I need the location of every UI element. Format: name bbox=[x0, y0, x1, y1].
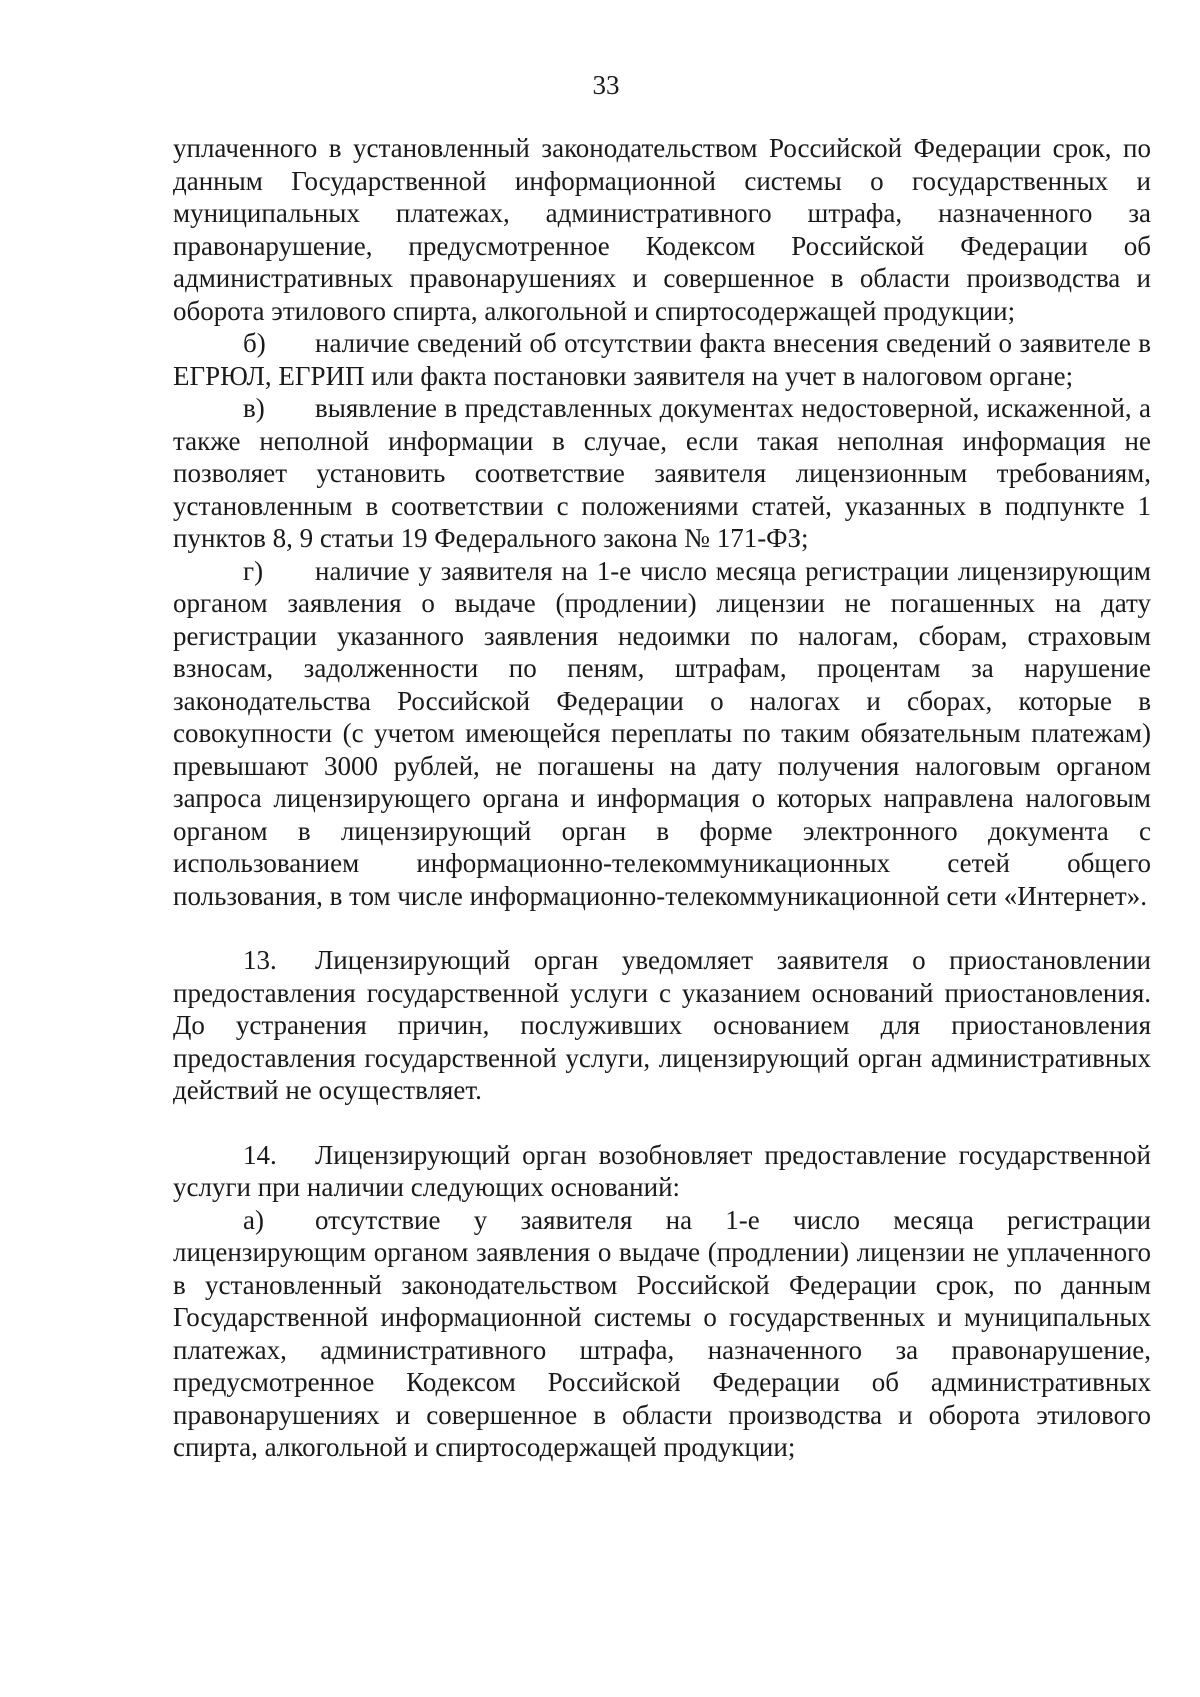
paragraph-text: наличие сведений об отсутствии факта внесения сведений о заявителе в ЕГРЮЛ, ЕГРИП или факта постановки заявителя на учет в налоговом органе; bbox=[173, 328, 1151, 391]
paragraph-text: отсутствие у заявителя на 1-е число месяца регистрации лицензирующим органом заявления о выдаче (продлении) лицензии не уплаченного в установленный законодательством Российской Федерации срок, по данным Государственной информационной системы о государственных и муниципальных платежах, административного штрафа, назначенного за правонарушение, предусмотренное Кодексом Российской Федерации об административных правонарушениях и совершенное в области производства и оборота этилового спирта, алкогольной и спиртосодержащей продукции; bbox=[173, 1204, 1151, 1462]
item-marker: а) bbox=[243, 1204, 264, 1235]
paragraph-section-13 bbox=[173, 944, 1151, 1107]
section-number: 14. bbox=[243, 1139, 277, 1170]
paragraph-item-g bbox=[173, 555, 1151, 913]
document-body bbox=[173, 132, 1151, 1464]
item-marker: г) bbox=[243, 555, 264, 586]
paragraph-item-b bbox=[173, 327, 1151, 392]
section-number: 13. bbox=[243, 945, 277, 975]
paragraph-text: наличие у заявителя на 1-е число месяца регистрации лицензирующим органом заявления о выдаче (продлении) лицензии не погашенных на дату регистрации указанного заявления недоимки по налогам, сборам, страховым взносам, задолженности по пеням, штрафам, процентам за нарушение законодательства Российской Федерации о налогах и сборах, которые в совокупности (с учетом имеющейся переплаты по таким обязательным платежам) превышают 3000 рублей, не погашены на дату получения налоговым органом запроса лицензирующего органа и информация о которых направлена налоговым органом в лицензирующий орган в форме электронного документа с использованием информационно-телекоммуникационных сетей общего пользования, в том числе информационно-телекоммуникационной сети «Интернет». bbox=[173, 555, 1151, 911]
paragraph-text: Лицензирующий орган уведомляет заявителя о приостановлении предоставления государственной услуги с указанием оснований приостановления. До устранения причин, послуживших основанием для приостановления предоставления государственной услуги, лицензирующий орган административных действий не осуществляет. bbox=[173, 945, 1151, 1105]
paragraph-continuation bbox=[173, 132, 1151, 327]
paragraph-item-v bbox=[173, 392, 1151, 555]
paragraph-text: Лицензирующий орган возобновляет предоставление государственной услуги при наличии следующих оснований: bbox=[173, 1139, 1151, 1202]
paragraph-item-a bbox=[173, 1204, 1151, 1464]
paragraph-text: уплаченного в установленный законодательством Российской Федерации срок, по данным Государственной информационной системы о государственных и муниципальных платежах, административного штрафа, назначенного за правонарушение, предусмотренное Кодексом Российской Федерации об административных правонарушениях и совершенное в области производства и оборота этилового спирта, алкогольной и спиртосодержащей продукции; bbox=[173, 133, 1151, 326]
item-marker: в) bbox=[243, 393, 265, 423]
paragraph-text: выявление в представленных документах недостоверной, искаженной, а также неполной информации в случае, если такая неполная информация не позволяет установить соответствие заявителя лицензионным требованиям, установленным в соответствии с положениями статей, указанных в подпункте 1 пунктов 8, 9 статьи 19 Федерального закона № 171-ФЗ; bbox=[173, 393, 1151, 553]
paragraph-section-14 bbox=[173, 1139, 1151, 1204]
page-number: 33 bbox=[592, 70, 620, 100]
item-marker: б) bbox=[243, 328, 266, 358]
